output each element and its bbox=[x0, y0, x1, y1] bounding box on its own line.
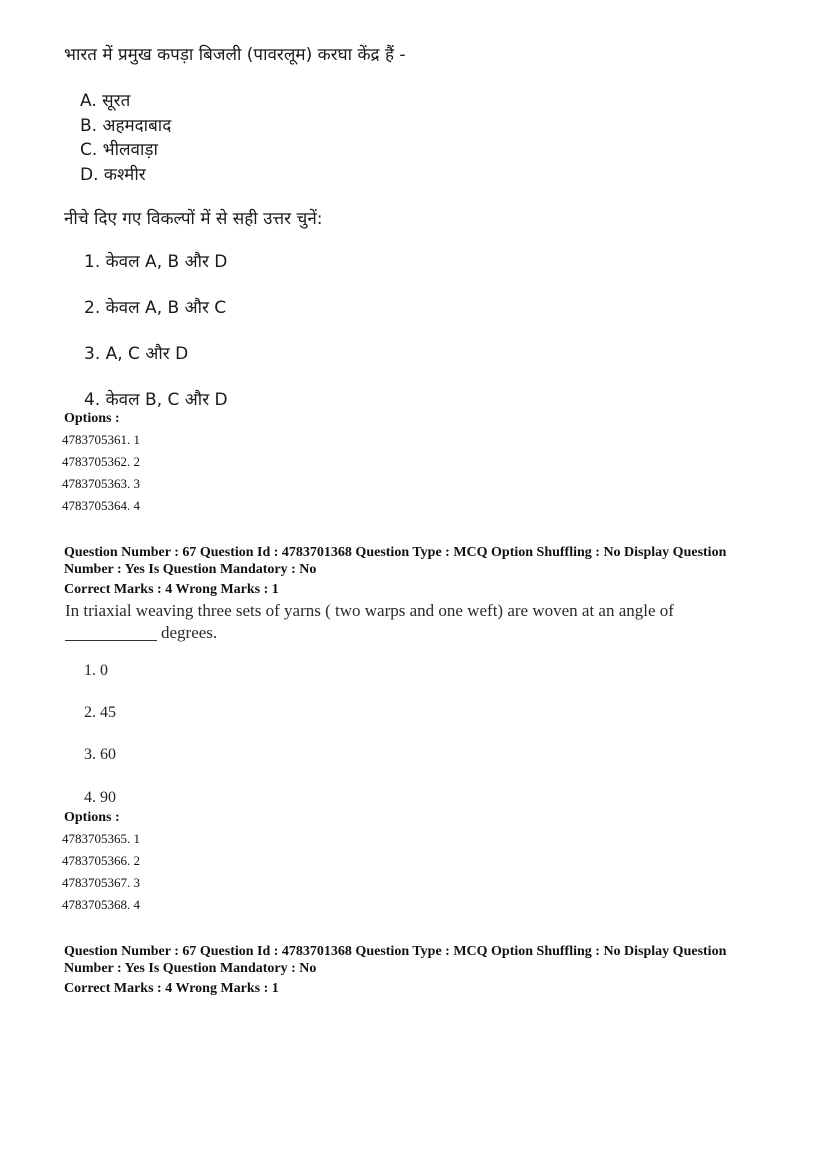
question-meta: Number : Yes Is Question Mandatory : No bbox=[64, 961, 317, 976]
question-instruction: नीचे दिए गए विकल्पों में से सही उत्तर चुनें: bbox=[64, 209, 323, 229]
statement-item: D. कश्मीर bbox=[80, 165, 146, 185]
question-meta: Number : Yes Is Question Mandatory : No bbox=[64, 562, 317, 577]
choice-item: 3. A, C और D bbox=[84, 344, 189, 364]
statement-item: B. अहमदाबाद bbox=[80, 116, 172, 136]
option-id: 4783705364. 4 bbox=[62, 498, 140, 513]
question-meta: Question Number : 67 Question Id : 4783701368 Question Type : MCQ Option Shuffling : No Display Question bbox=[64, 545, 727, 560]
option-id: 4783705365. 1 bbox=[62, 831, 140, 846]
option-id: 4783705368. 4 bbox=[62, 897, 140, 912]
options-label: Options : bbox=[64, 810, 120, 825]
choice-item: 3. 60 bbox=[84, 746, 116, 763]
question-stem: भारत में प्रमुख कपड़ा बिजली (पावरलूम) करघा केंद्र हैं - bbox=[64, 45, 406, 65]
fill-blank-line bbox=[65, 640, 157, 641]
option-id: 4783705366. 2 bbox=[62, 853, 140, 868]
option-id: 4783705367. 3 bbox=[62, 875, 140, 890]
choice-item: 1. 0 bbox=[84, 662, 108, 679]
choice-item: 4. 90 bbox=[84, 789, 116, 806]
choice-item: 2. 45 bbox=[84, 704, 116, 721]
question-marks: Correct Marks : 4 Wrong Marks : 1 bbox=[64, 582, 279, 597]
options-label: Options : bbox=[64, 411, 120, 426]
choice-item: 1. केवल A, B और D bbox=[84, 252, 228, 272]
option-id: 4783705362. 2 bbox=[62, 454, 140, 469]
option-id: 4783705363. 3 bbox=[62, 476, 140, 491]
statement-item: A. सूरत bbox=[80, 91, 131, 111]
question-stem: In triaxial weaving three sets of yarns ( two warps and one weft) are woven at an angle of bbox=[65, 601, 674, 620]
choice-item: 4. केवल B, C और D bbox=[84, 390, 228, 410]
question-marks: Correct Marks : 4 Wrong Marks : 1 bbox=[64, 981, 279, 996]
question-stem-continued: degrees. bbox=[161, 623, 218, 642]
choice-item: 2. केवल A, B और C bbox=[84, 298, 227, 318]
option-id: 4783705361. 1 bbox=[62, 432, 140, 447]
question-meta: Question Number : 67 Question Id : 4783701368 Question Type : MCQ Option Shuffling : No Display Question bbox=[64, 944, 727, 959]
statement-item: C. भीलवाड़ा bbox=[80, 140, 158, 160]
